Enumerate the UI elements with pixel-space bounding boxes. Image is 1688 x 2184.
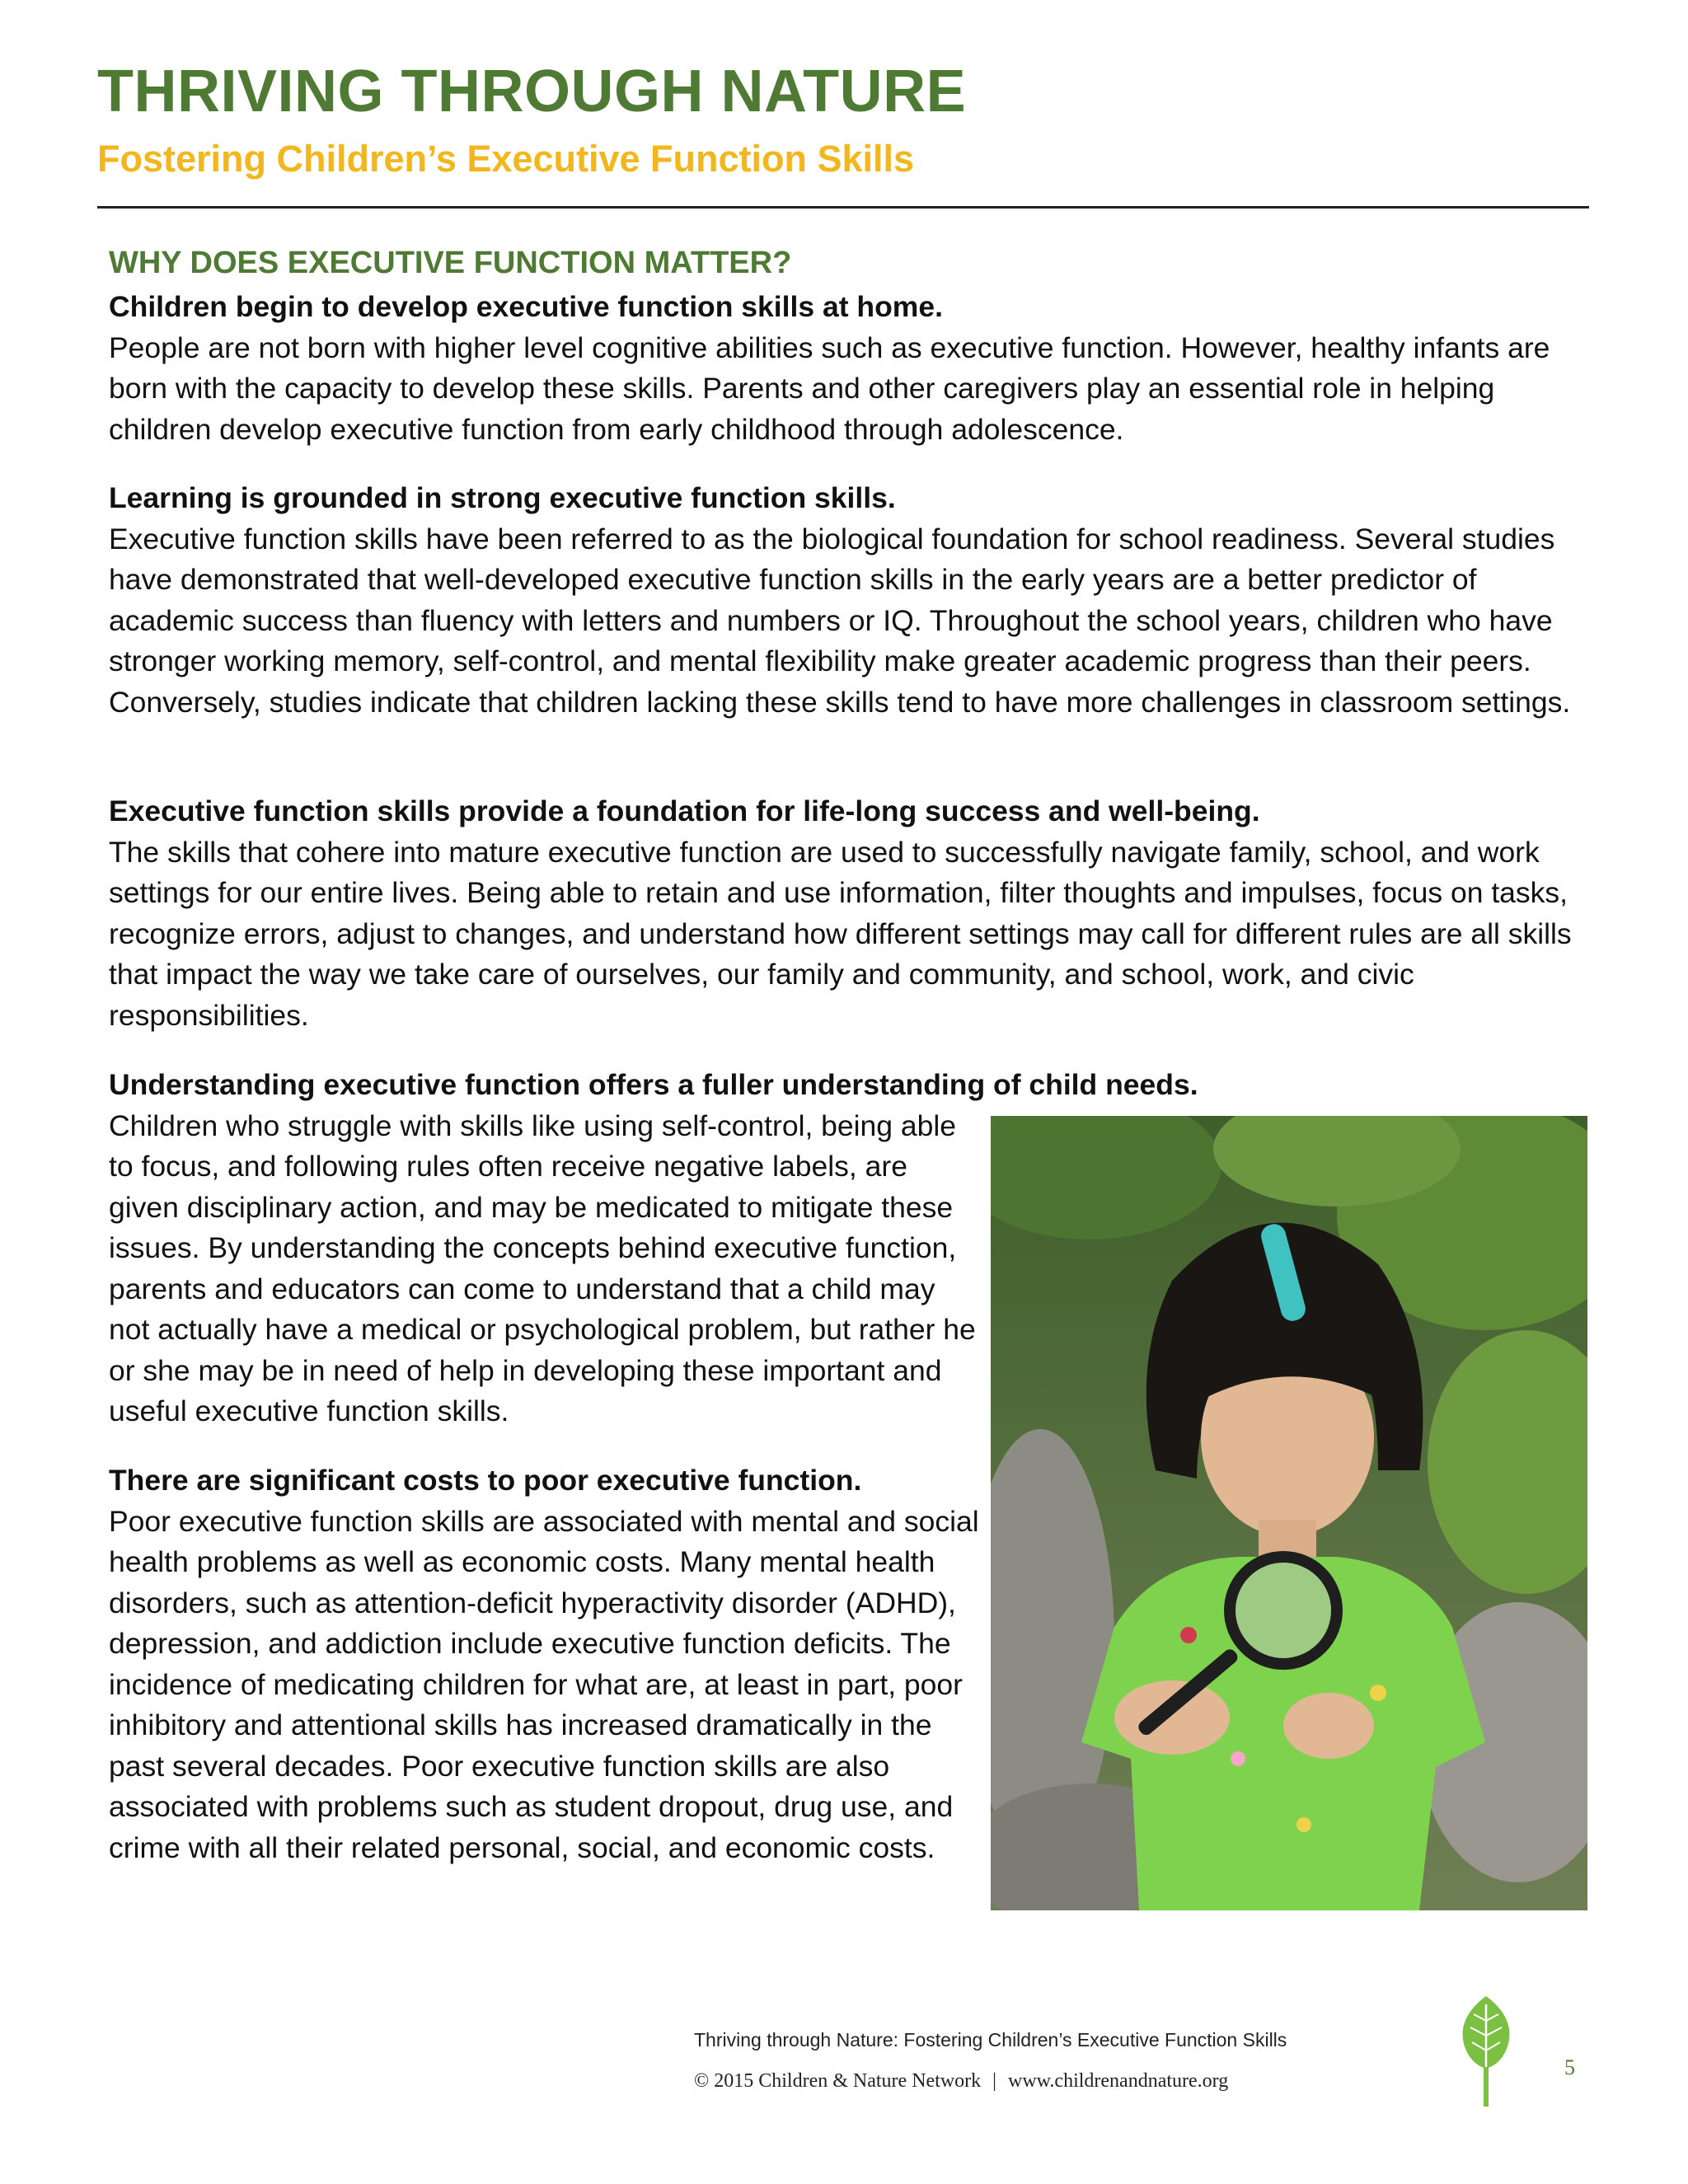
leaf-icon: [1457, 1993, 1515, 2108]
footer-document-title: Thriving through Nature: Fostering Children’s Executive Function Skills: [694, 2029, 1287, 2050]
header-divider: [97, 206, 1589, 209]
paragraph-body: The skills that cohere into mature executive function are used to successfully navigate family, school, and work settings for our entire lives. Being able to retain and use information, filter thoughts and impulses, focus on tasks, recognize errors, adjust to changes, and understand how different settings may call for different rules are all skills that impact the way we take care of ourselves, our family and community, and school, work, and civic responsibilities.: [109, 835, 1572, 1032]
footer-website-link[interactable]: www.childrenandnature.org: [1007, 2070, 1229, 2092]
paragraph-lead: There are significant costs to poor executive function.: [109, 1464, 862, 1497]
paragraph-lead: Learning is grounded in strong executive function skills.: [109, 481, 896, 514]
paragraph-lifelong: [109, 791, 1592, 1036]
paragraph-body: Children who struggle with skills like using self-control, being able to focus, and following rules often receive negative labels, are given disciplinary action, and may be medicated to mitigate these issues. By understanding the concepts behind executive function, parents and educators can come to understand that a child may not actually have a medical or psychological problem, but rather he or she may be in need of help in developing these important and useful executive function skills.: [109, 1108, 976, 1427]
paragraph-lead: Children begin to develop executive function skills at home.: [109, 290, 943, 323]
paragraph-costs: [109, 1460, 982, 1868]
child-with-magnifying-glass-photo: [991, 1116, 1587, 1910]
paragraph-body: Poor executive function skills are associated with mental and social health problems as well as economic costs. Many mental health disorders, such as attention-deficit hyperactivity disorder (ADHD), depression, and addiction include executive function deficits. The incidence of medicating children for what are, at least in part, poor inhibitory and attentional skills has increased dramatically in the past several decades. Poor executive function skills are also associated with problems such as student dropout, drug use, and crime with all their related personal, social, and economic costs.: [109, 1504, 979, 1864]
paragraph-lead: Understanding executive function offers a fuller understanding of child needs.: [109, 1068, 1198, 1101]
paragraph-body: Executive function skills have been referred to as the biological foundation for school readiness. Several studies have demonstrated that well-developed executive function skills in the early years are a better predictor of academic success than fluency with letters and numbers or IQ. Throughout the school years, children who have stronger working memory, self-control, and mental flexibility make greater academic progress than their peers. Conversely, studies indicate that children lacking these skills tend to have more challenges in classroom settings.: [109, 522, 1571, 719]
paragraph-lead: Executive function skills provide a foundation for life-long success and well-being.: [109, 794, 1260, 827]
paragraph-home: [109, 287, 1592, 450]
document-title: THRIVING THROUGH NATURE: [97, 59, 967, 124]
footer-separator: |: [992, 2070, 996, 2092]
section-heading: WHY DOES EXECUTIVE FUNCTION MATTER?: [109, 246, 792, 280]
paragraph-learning: [109, 478, 1592, 723]
page-number: 5: [1564, 2055, 1575, 2079]
footer-copyright: © 2015 Children & Nature Network: [694, 2070, 982, 2092]
document-subtitle: Fostering Children’s Executive Function Skills: [97, 138, 915, 180]
paragraph-body: People are not born with higher level cognitive abilities such as executive function. However, healthy infants are born with the capacity to develop these skills. Parents and other caregivers play an essential role in helping children develop executive function from early childhood through adolescence.: [109, 330, 1550, 446]
footer-credits: [694, 2070, 1228, 2093]
